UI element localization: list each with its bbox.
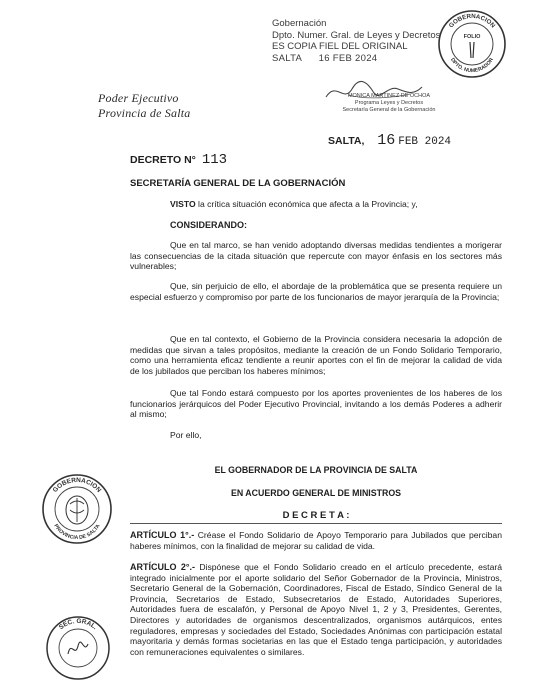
left-seal-ring-top: GOBERNACION [51,476,103,494]
decree-number-line [130,152,227,168]
considerando-heading: CONSIDERANDO: [170,220,248,230]
date-place: SALTA, [328,135,365,147]
signer-role-1: Programa Leyes y Decretos [354,100,424,106]
article-1 [130,530,502,551]
visto-label: VISTO [170,199,196,209]
signer-role-2: Secretaría General de la Gobernación [342,107,436,113]
stamp-date: 16 FEB 2024 [318,52,378,64]
article-2-label: ARTÍCULO 2°.- [130,562,196,572]
paragraph-1: Que en tal marco, se han venido adoptando diversas medidas tendientes a morigerar las consecuencias de la citada situación que repercute con mayor énfasis en los sectores más vulnerables; [130,240,502,272]
paragraph-5: Por ello, [170,430,202,440]
paragraph-3: Que en tal contexto, el Gobierno de la Provincia considera necesaria la adopción de medidas que sirvan a tales propósitos, mediante la creación de un Fondo Solidario Temporario, como una herramienta eficaz tendiente a reunir aportes con el fin de mejorar la calidad de vida de los jubilados que perciban los haberes mínimos; [130,334,502,376]
governor-heading: EL GOBERNADOR DE LA PROVINCIA DE SALTA [214,465,418,475]
seal-center-label: FOLIO [463,34,481,40]
decreta-heading: D E C R E T A : [282,510,350,521]
article-1-label: ARTÍCULO 1°.- [130,530,195,540]
decree-number: 113 [201,152,228,168]
stamp-place: SALTA [272,52,302,64]
sec-gral-seal [44,614,112,682]
stamp-line-gobernacion: Gobernación [272,18,327,29]
date-day: 16 [377,132,396,149]
left-seal-ring-bottom: PROVINCIA DE SALTA [52,523,102,542]
agreement-heading: EN ACUERDO GENERAL DE MINISTROS [230,488,402,498]
visto-paragraph [130,199,502,210]
article-2 [130,562,502,657]
signer-name: MONICA MARTINEZ DE OCHOA [347,93,431,99]
letterhead-line-2: Provincia de Salta [98,106,191,120]
seal-ring-top: GOBERNACION [447,12,497,30]
paragraph-4: Que tal Fondo estará compuesto por los aportes provenientes de los haberes de los funcionarios jerárquicos del Poder Ejecutivo Provincial, invitando a los demás Poderes a adherir al mismo; [130,388,502,420]
letterhead [98,91,190,121]
seal-ring-bottom: DPTO. NUMERADOR [449,57,495,75]
visto-text: la crítica situación económica que afecta a la Provincia; y, [195,199,418,209]
stamp-line-place-date [272,53,440,65]
secretariat-heading: SECRETARÍA GENERAL DE LA GOBERNACIÓN [130,178,346,189]
bottom-seal-ring-top: SEC. GRAL. [57,617,99,632]
decree-date [328,132,451,149]
signature-block [330,93,448,114]
stamp-line-department: Dpto. Numer. Gral. de Leyes y Decretos [272,29,441,41]
paragraph-2: Que, sin perjuicio de ello, el abordaje de la problemática que se presenta requiere un especial esfuerzo y compromiso por parte de los funcionarios de mayor jerarquía de la Provincia; [130,281,502,302]
folio-seal [436,8,508,80]
divider-line [130,523,502,524]
date-month-year: FEB 2024 [398,136,452,148]
article-1-text: Créase el Fondo Solidario de Apoyo Temporario para Jubilados que perciban haberes mínimos, con la finalidad de mejorar su calidad de vida. [130,530,502,551]
stamp-line-copy: ES COPIA FIEL DEL ORIGINAL [272,41,408,52]
article-2-text: Dispónese que el Fondo Solidario creado en el artículo precedente, estará integrado inicialmente por el aporte solidario del Señor Gobernador de la Provincia, Ministros, Secretario General de la Gobernación, Coordinadores, Fiscal de Estado, Síndico General de la Provincia, Secretarios de Estado, Subsecretarios de Estado, Autoridades Superiores, Autoridades fuera de escalafón, y Personal de Apoyo Nivel 1, 2 y 3, Presidentes, Gerentes, Directores y autoridades de organismos descentralizados, organismos autárquicos, entes reguladores, empresas y sociedades del Estado, Sociedades Anónimas con participación estatal mayoritaria y demás formas societarias en las que el Estado tenga participación, y autoridades con remuneraciones equivalentes o similares. [130,562,502,657]
certification-stamp [272,18,440,64]
letterhead-line-1: Poder Ejecutivo [98,91,179,105]
gobernacion-seal [40,472,114,546]
decree-label: DECRETO N° [130,154,196,166]
